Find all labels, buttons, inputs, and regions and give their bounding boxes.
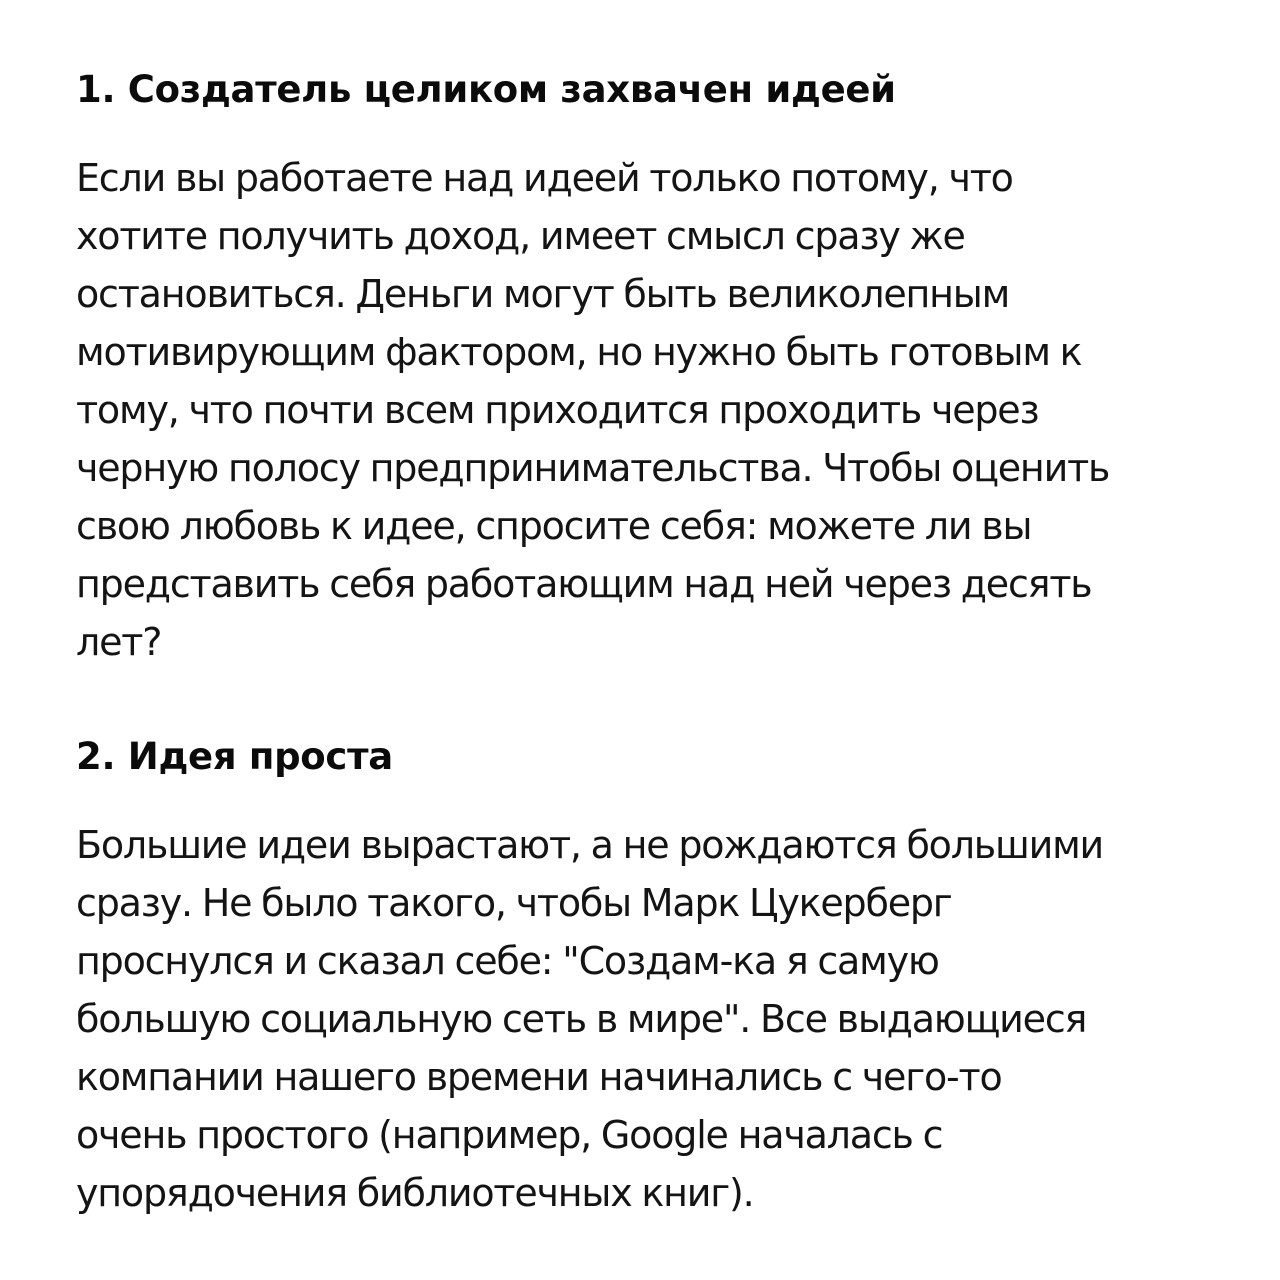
body-line: компании нашего времени начинались с чего-то xyxy=(76,1055,1002,1099)
body-line: свою любовь к идее, спросите себя: можете ли вы xyxy=(76,504,1032,548)
section-body-idea-simple xyxy=(76,816,1266,1222)
body-line: остановиться. Деньги могут быть великолепным xyxy=(76,272,1010,316)
body-line: представить себя работающим над ней через десять xyxy=(76,562,1092,606)
section-heading-creator-captivated: 1. Создатель целиком захвачен идеей xyxy=(76,68,896,111)
body-line: Если вы работаете над идеей только потому, что xyxy=(76,156,1013,200)
body-line: проснулся и сказал себе: "Создам-ка я самую xyxy=(76,939,939,983)
body-line: большую социальную сеть в мире". Все выдающиеся xyxy=(76,997,1087,1041)
body-line: тому, что почти всем приходится проходить через xyxy=(76,388,1039,432)
body-line: очень простого (например, Google началась с xyxy=(76,1113,943,1157)
body-line: лет? xyxy=(76,620,162,664)
article-page xyxy=(76,64,1266,1222)
body-line: черную полосу предпринимательства. Чтобы оценить xyxy=(76,446,1110,490)
body-line: хотите получить доход, имеет смысл сразу же xyxy=(76,214,965,258)
body-line: упорядочения библиотечных книг). xyxy=(76,1171,754,1215)
body-line: сразу. Не было такого, чтобы Марк Цукерберг xyxy=(76,881,952,925)
body-line: Большие идеи вырастают, а не рождаются большими xyxy=(76,823,1104,867)
section-heading-idea-simple: 2. Идея проста xyxy=(76,735,393,778)
section-body-creator-captivated xyxy=(76,149,1266,671)
body-line: мотивирующим фактором, но нужно быть готовым к xyxy=(76,330,1082,374)
